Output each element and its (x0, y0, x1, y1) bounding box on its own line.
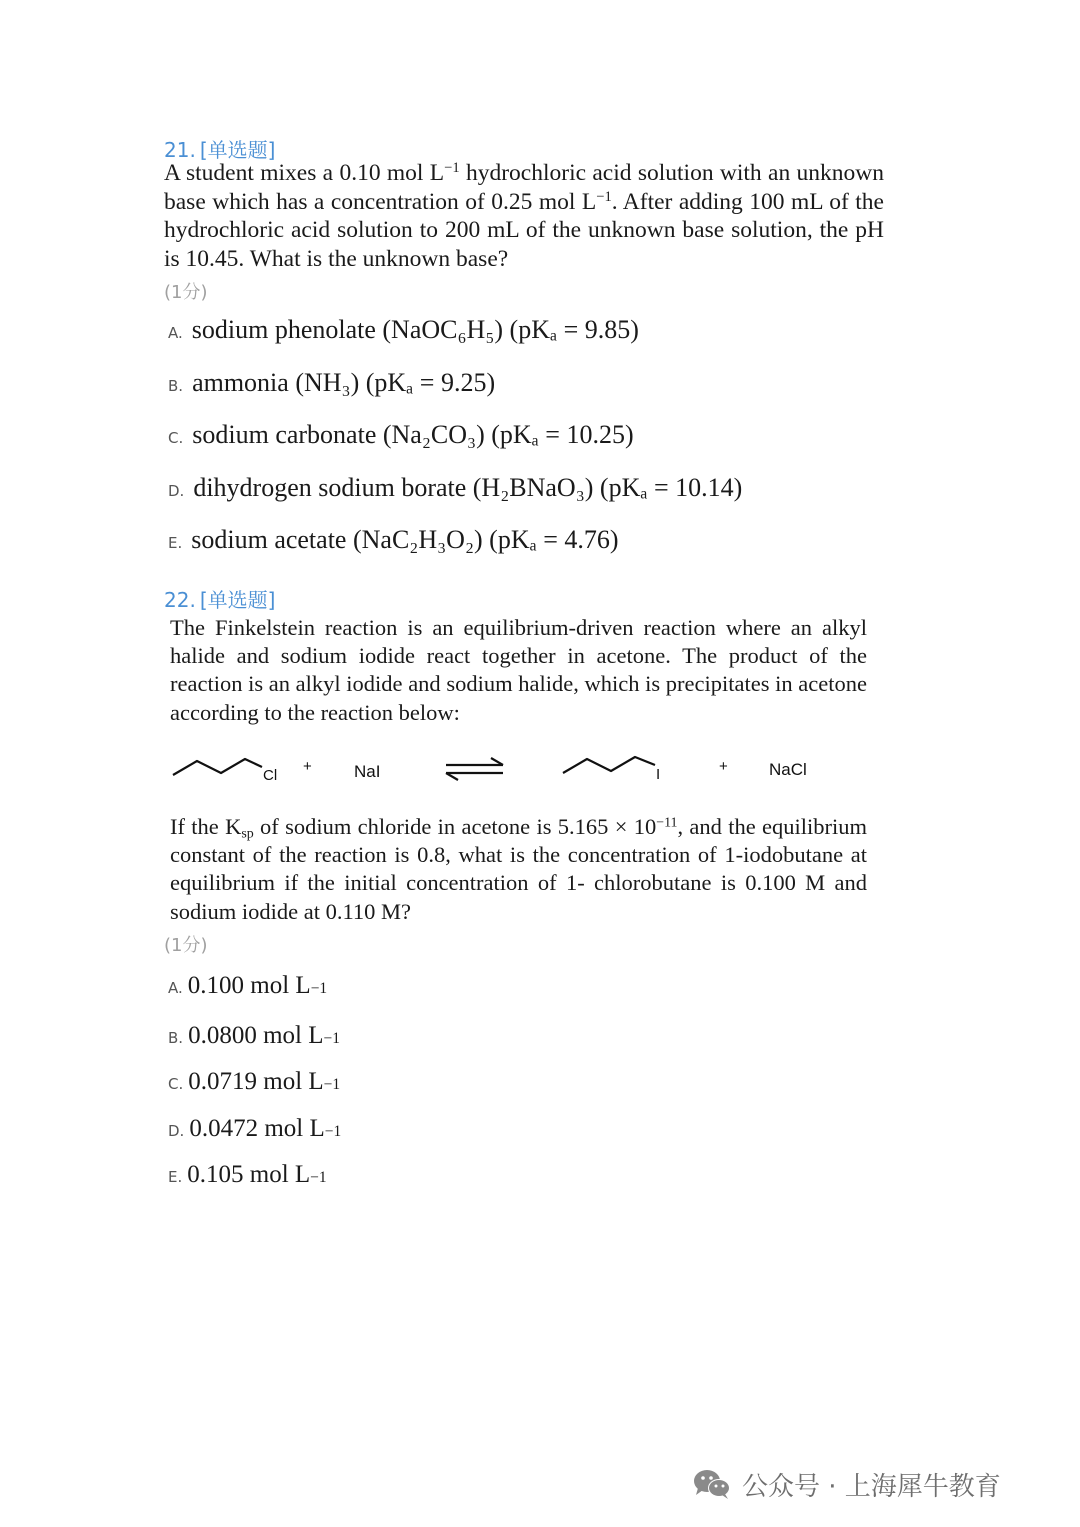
option-22-d[interactable]: D. 0.0472 mol L −1 (168, 1115, 342, 1142)
watermark-text: 公众号 · 上海犀牛教育 (742, 1471, 1001, 1502)
stem-text: hydrochloric acid solution with an unknown base which has a concentration of 0.25 mol L (164, 160, 884, 215)
stem-text: . After adding 100 mL of the hydrochloric acid solution to 200 mL of the unknown base solution, the pH is 10.45. What is the unknown base? (164, 188, 884, 273)
option-letter: B. (168, 1029, 184, 1047)
option-22-e[interactable]: E. 0.105 mol L −1 (168, 1161, 327, 1188)
option-letter: A. (168, 979, 183, 997)
option-letter: E. (168, 534, 183, 552)
option-letter: C. (168, 429, 184, 447)
reagent-label: NaI (354, 762, 381, 781)
option-letter: D. (168, 1122, 185, 1140)
option-value: 0.0719 mol L (188, 1068, 324, 1095)
option-value: 0.100 mol L (187, 972, 311, 999)
option-text: sodium phenolate (NaOC₆H₅) (pKₐ = 9.85) (191, 315, 639, 344)
question-22-intro (170, 614, 867, 727)
option-letter: B. (168, 377, 184, 395)
option-21-c[interactable] (168, 420, 634, 450)
option-value: 0.0800 mol L (188, 1022, 324, 1049)
option-text: ammonia (NH₃) (pKₐ = 9.25) (192, 368, 496, 397)
stem-text: of sodium chloride in acetone is 5.165 × 10 (253, 814, 657, 839)
option-letter: E. (168, 1168, 183, 1186)
question-number: 22. (164, 588, 196, 612)
byproduct-label: NaCl (769, 760, 807, 779)
stem-text: If the K (170, 814, 242, 839)
question-type: [单选题] (199, 588, 276, 612)
ksp-subscript: sp (241, 826, 254, 842)
option-letter: A. (168, 324, 183, 342)
question-21-score: (1分) (164, 282, 208, 303)
option-21-a[interactable] (168, 315, 639, 345)
option-text: dihydrogen sodium borate (H₂BNaO₃) (pKₐ = 10.14) (193, 473, 743, 502)
question-21-stem (164, 159, 884, 274)
stem-sup: −1 (596, 188, 612, 205)
wechat-watermark (692, 1462, 1001, 1506)
option-21-e[interactable] (168, 525, 619, 555)
question-type: [单选题] (199, 138, 276, 162)
option-value: 0.0472 mol L (189, 1115, 325, 1142)
option-21-d[interactable] (168, 473, 742, 503)
option-letter: D. (168, 482, 185, 500)
equilibrium-arrows-icon (446, 758, 503, 780)
option-21-b[interactable] (168, 368, 495, 398)
option-22-c[interactable]: C. 0.0719 mol L −1 (168, 1068, 341, 1095)
question-number: 21. (164, 138, 196, 162)
question-22-score: (1分) (164, 935, 208, 956)
finkelstein-reaction-scheme (165, 745, 845, 795)
question-22-stem (170, 813, 867, 926)
stem-sup: −11 (656, 815, 678, 831)
reactant-halogen-label: Cl (263, 767, 278, 784)
stem-sup: −1 (444, 160, 460, 176)
product-halogen-label: I (656, 766, 661, 783)
intro-text: The Finkelstein reaction is an equilibrium-driven reaction where an alkyl halide and sodium iodide react together in acetone. The product of the reaction is an alkyl iodide and sodium halide, which is precipitates in acetone according to the reaction below: (170, 615, 867, 725)
stem-text: A student mixes a 0.10 mol L (164, 160, 445, 186)
option-letter: C. (168, 1075, 184, 1093)
option-22-a[interactable]: A. 0.100 mol L −1 (168, 972, 328, 999)
plus-sign: + (719, 758, 728, 775)
wechat-icon (692, 1467, 732, 1501)
option-text: sodium acetate (NaC₂H₃O₂) (pKₐ = 4.76) (191, 525, 619, 554)
stem-text: , and the equilibrium constant of the reaction is 0.8, what is the concentration of 1-iodobutane at equilibrium if the initial concentration of 1- chlorobutane is 0.100 M and sodium iodide at 0.110 M? (170, 814, 867, 924)
option-text: sodium carbonate (Na₂CO₃) (pKₐ = 10.25) (192, 420, 634, 449)
chlorobutane-skeleton (173, 759, 262, 775)
plus-sign: + (303, 758, 312, 775)
iodobutane-skeleton (563, 757, 655, 773)
option-value: 0.105 mol L (187, 1161, 311, 1188)
question-22-header (164, 584, 275, 613)
option-22-b[interactable]: B. 0.0800 mol L −1 (168, 1022, 340, 1049)
